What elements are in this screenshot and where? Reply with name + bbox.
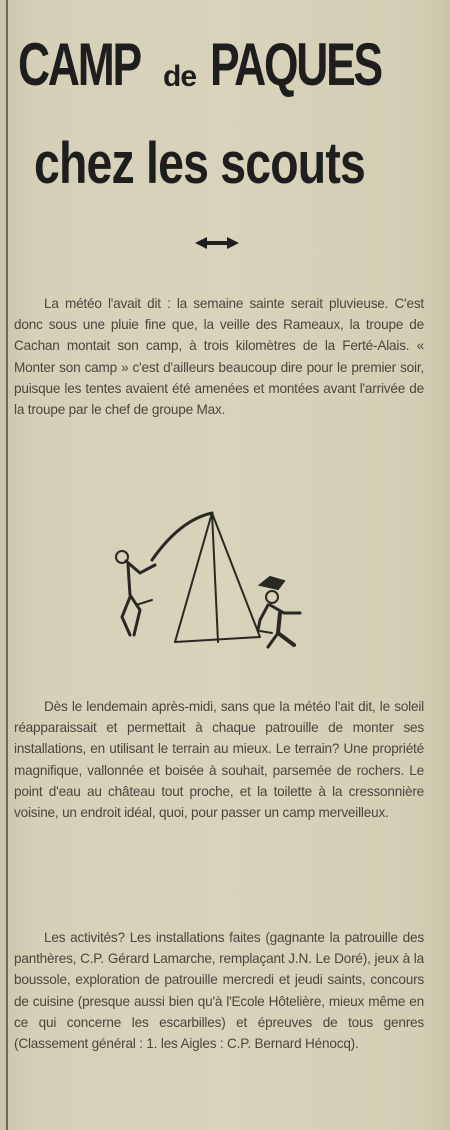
headline-de: de	[163, 60, 197, 93]
article-paragraph-2: Dès le lendemain après-midi, sans que la météo l'ait dit, le soleil réapparaissait et permettait à chaque patrouille de monter ses installations, en utilisant le terrain au mieux. Le terrain? Une propriété magnifique, vallonnée et boisée à souhait, parsemée de rochers. Le point d'eau au château tout proche, et la toilette à la cressonnière voisine, un endroit idéal, quoi, pour passer un camp merveilleux.	[14, 699, 424, 821]
headline-camp: CAMP	[18, 31, 140, 98]
column-rule	[6, 0, 8, 1130]
double-arrow-ornament-icon	[195, 236, 239, 250]
article-paragraph-3: Les activités? Les installations faites (gagnante la patrouille des panthères, C.P. Gérard Lamarche, remplaçant J.N. Le Doré), jeux à la boussole, exploration de patrouille mercredi et jeudi saints, concours de cuisine (presque aussi bien qu'à l'Ecole Hôtelière, mieux même en ce qui concerne les escarbilles) et épreuves de tous genres (Classement général : 1. les Aigles : C.P. Bernard Hénocq).	[14, 930, 424, 1052]
scouts-pitching-tent-drawing-icon	[100, 505, 340, 665]
article-paragraph-1: La météo l'avait dit : la semaine sainte serait pluvieuse. C'est donc sous une pluie fine que, la veille des Rameaux, la troupe de Cachan montait son camp, à trois kilomètres de la Ferté-Alais. « Monter son camp » c'est d'ailleurs beaucoup dire pour le premier soir, puisque les tentes avaient été amenées et montées avant l'arrivée de la troupe par le chef de groupe Max.	[14, 296, 424, 418]
headline-paques: PAQUES	[210, 31, 381, 98]
headline-line2: chez les scouts	[34, 131, 365, 196]
